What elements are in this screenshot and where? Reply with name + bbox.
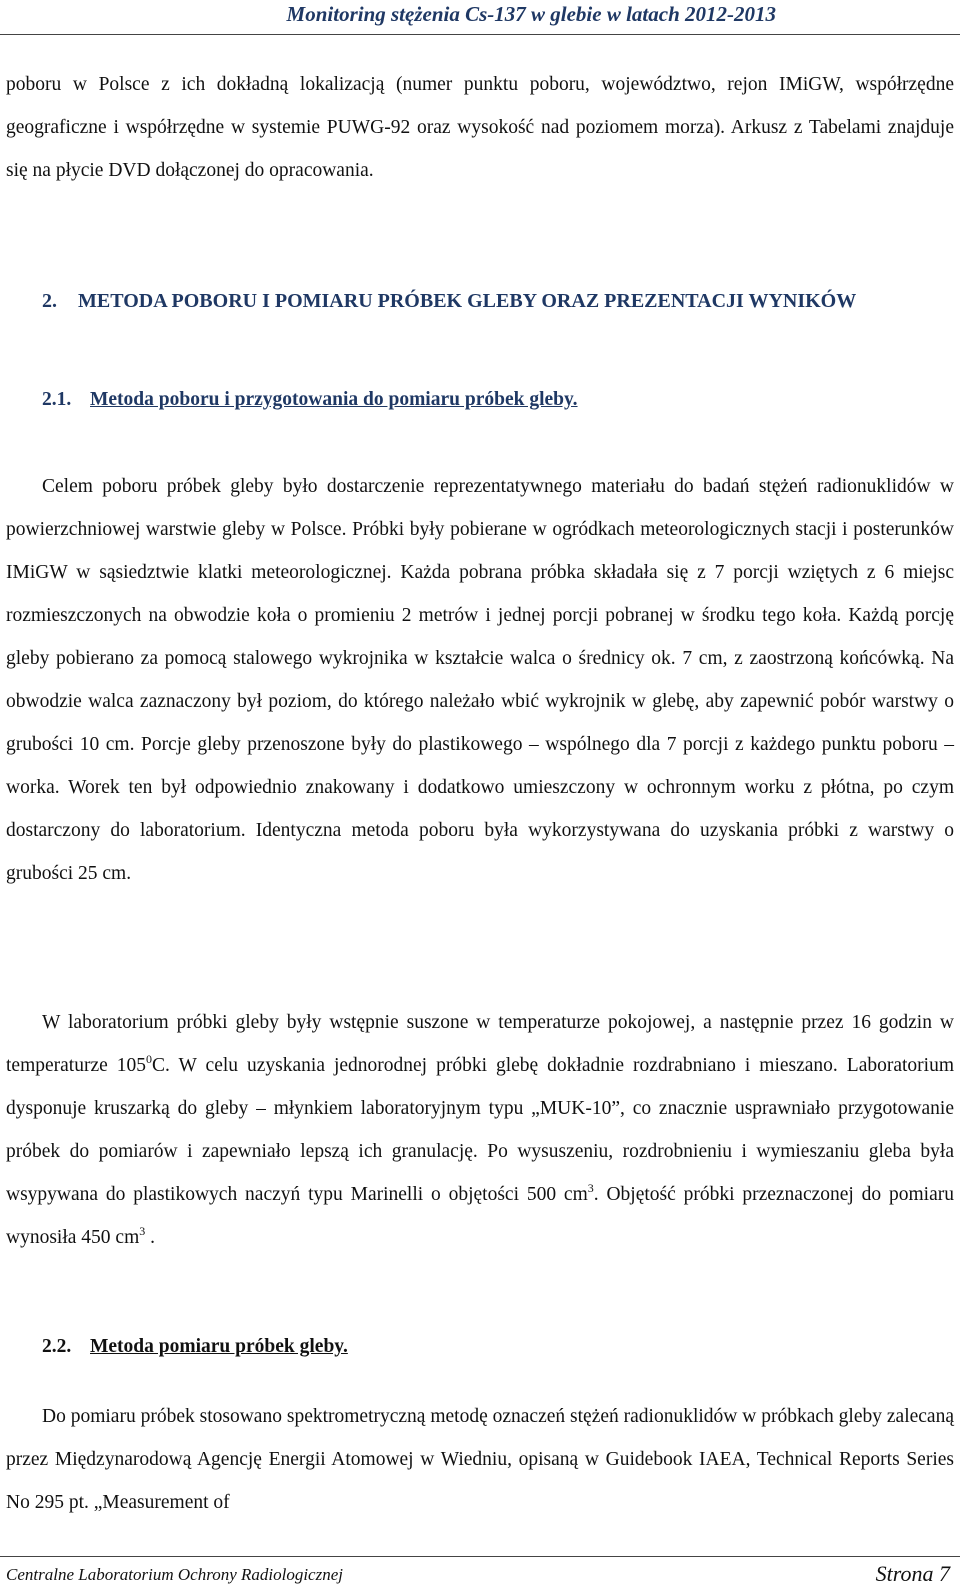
subsection-number: 2.1. — [42, 389, 72, 410]
paragraph-sampling: Celem poboru próbek gleby było dostarczenie reprezentatywnego materiału do badań stężeń radionuklidów w powierzchniowej warstwie gleby w Polsce. Próbki były pobierane w ogródkach meteorologicznych stacji i posterunków IMiGW w sąsiedztwie klatki meteorologicznej. Każda pobrana próbka składała się z 7 porcji wziętych z 6 miejsc rozmieszczonych na obwodzie koła o promieniu 2 metrów i jednej porcji pobranej w środku tego koła. Każdą porcję gleby pobierano za pomocą stalowego wykrojnika w kształcie walca o średnicy ok. 7 cm, z zaostrzoną końcówką. Na obwodzie walca zaznaczony był poziom, do którego należało wbić wykrojnik w glebę, aby zapewnić pobór warstwy o grubości 10 cm. Porcje gleby przenoszone były do plastikowego – wspólnego dla 7 porcji z każdego punktu poboru – worka. Worek ten był odpowiednio znakowany i dodatkowo umieszczony w ochronnym worku z płótna, po czym dostarczony do laboratorium. Identyczna metoda poboru była wykorzystywana do uzyskania próbki z warstwy o grubości 25 cm. — [6, 476, 954, 884]
section-number: 2. — [42, 290, 57, 312]
subsection-title: Metoda poboru i przygotowania do pomiaru próbek gleby. — [90, 389, 578, 410]
superscript-cube-2: 3 — [139, 1224, 146, 1238]
superscript-cube: 3 — [587, 1181, 594, 1195]
paragraph-preparation — [6, 1001, 954, 1259]
section-title: METODA POBORU I POMIARU PRÓBEK GLEBY ORAZ PREZENTACJI WYNIKÓW — [78, 290, 857, 312]
page-number: Strona 7 — [875, 1561, 950, 1586]
subsection-title: Metoda pomiaru próbek gleby. — [90, 1336, 348, 1357]
prep-text-3: . Objętość próbki przeznaczonej do pomiaru wynosiła 450 cm — [6, 1184, 954, 1248]
prep-text-4: . — [145, 1227, 155, 1248]
subsection-number: 2.2. — [42, 1336, 72, 1357]
section-heading-2 — [42, 286, 952, 316]
page-header — [0, 0, 960, 35]
prep-text-1: W laboratorium próbki gleby były wstępnie suszone w temperaturze pokojowej, a następnie przez 16 godzin w temperaturze 105 — [6, 1012, 954, 1076]
subsection-heading-2-1 — [42, 389, 578, 411]
paragraph-measurement: Do pomiaru próbek stosowano spektrometryczną metodę oznaczeń stężeń radionuklidów w próbkach gleby zalecaną przez Międzynarodową Agencję Energii Atomowej w Wiedniu, opisaną w Guidebook IAEA, Technical Reports Series No 295 pt. „Measurement of — [6, 1406, 954, 1513]
header-title: Monitoring stężenia Cs-137 w glebie w latach 2012-2013 — [286, 2, 776, 26]
paragraph-intro: poboru w Polsce z ich dokładną lokalizacją (numer punktu poboru, województwo, rejon IMiGW, współrzędne geograficzne i współrzędne w systemie PUWG-92 oraz wysokość nad poziomem morza). Arkusz z Tabelami znajduje się na płycie DVD dołączonej do opracowania. — [6, 74, 954, 181]
prep-text-2: C. W celu uzyskania jednorodnej próbki glebę dokładnie rozdrabniano i mieszano. Laboratorium dysponuje kruszarką do gleby – młynkiem laboratoryjnym typu „MUK-10”, co znacznie usprawniało przygotowanie próbek do pomiarów i zapewniało lepszą ich granulację. Po wysuszeniu, rozdrobnieniu i wymieszaniu gleba była wsypywana do plastikowych naczyń typu Marinelli o objętości 500 cm — [6, 1055, 955, 1205]
subsection-heading-2-2 — [42, 1336, 348, 1358]
footer-institution: Centralne Laboratorium Ochrony Radiologicznej — [6, 1565, 343, 1584]
superscript-degree: 0 — [146, 1052, 152, 1066]
page-footer — [0, 1556, 960, 1593]
